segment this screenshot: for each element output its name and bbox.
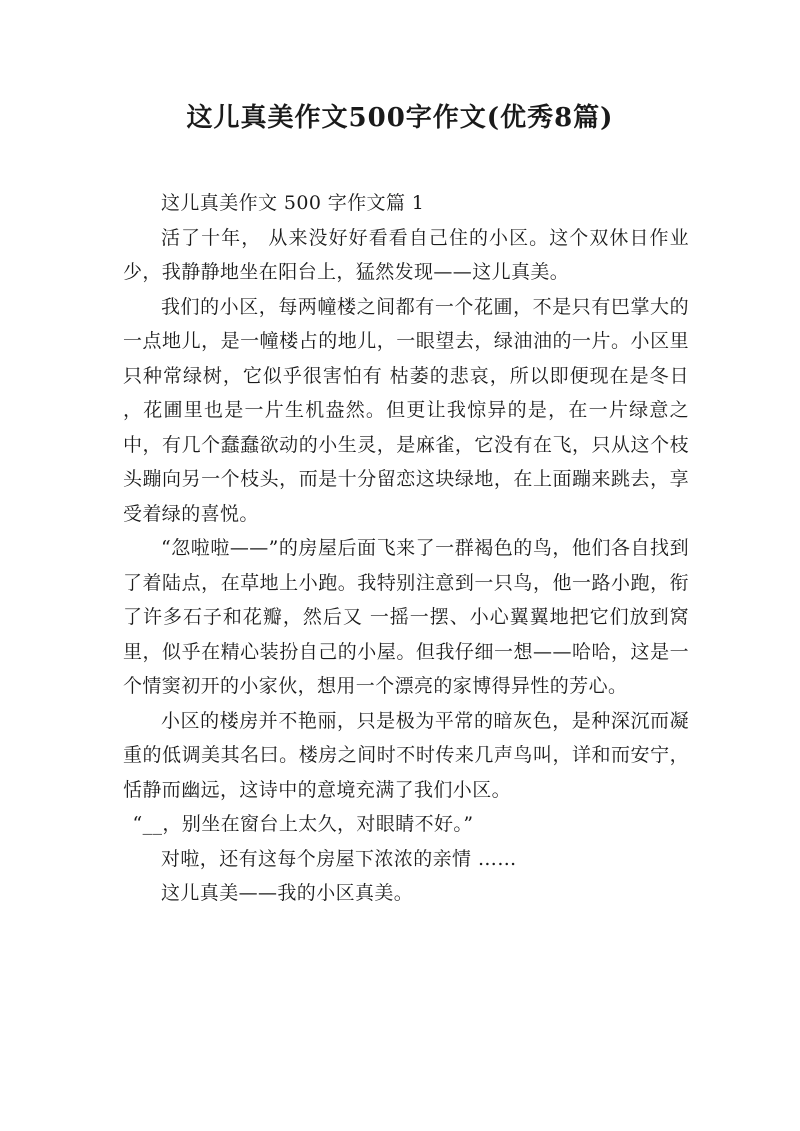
document-title: 这儿真美作文500字作文(优秀8篇) [186, 103, 614, 133]
paragraph-4: 小区的楼房并不艳丽，只是极为平常的暗灰色，是种深沉而凝重的低调美其名曰。楼房之间时不时传来几声鸟叫，详和而安宁，恬静而幽远，这诗中的意境充满了我们小区。 [123, 709, 689, 801]
paragraph-2: 我们的小区，每两幢楼之间都有一个花圃，不是只有巴掌大的一点地儿，是一幢楼占的地儿，一眼望去，绿油油的一片。小区里只种常绿树，它似乎很害怕有 枯萎的悲哀，所以即便现在是冬日 ，花圃里也是一片生机盎然。但更让我惊异的是，在一片绿意之中，有几个蠢蠢欲动的小生灵，是麻雀，它没有在飞，只从这个枝 头蹦向另一个枝头，而是十分留恋这块绿地，在上面蹦来跳去，享受着绿的喜悦。 [123, 295, 689, 525]
paragraph-5: “__，别坐在窗台上太久，对眼睛不好。” [132, 813, 474, 835]
paragraph-3: “忽啦啦——”的房屋后面飞来了一群褐色的鸟，他们各自找到了着陆点，在草地上小跑。我特别注意到一只鸟，他一路小跑，衔了许多石子和花瓣，然后又 一摇一摆、小心翼翼地把它们放到窝里，似乎在精心装扮自己的小屋。但我仔细一想——哈哈，这是一个情窦初开的小家伙，想用一个漂亮的家博得异性的芳心。 [123, 537, 689, 697]
article-body [123, 186, 689, 911]
paragraph-6: 对啦，还有这每个房屋下浓浓的亲情 …… [161, 847, 517, 870]
section-heading: 这儿真美作文 500 字作文篇 1 [161, 192, 425, 214]
paragraph-1: 活了十年， 从来没好好看看自己住的小区。这个双休日作业少，我静静地坐在阳台上，猛然发现——这儿真美。 [123, 226, 689, 283]
paragraph-7: 这儿真美——我的小区真美。 [161, 882, 414, 904]
